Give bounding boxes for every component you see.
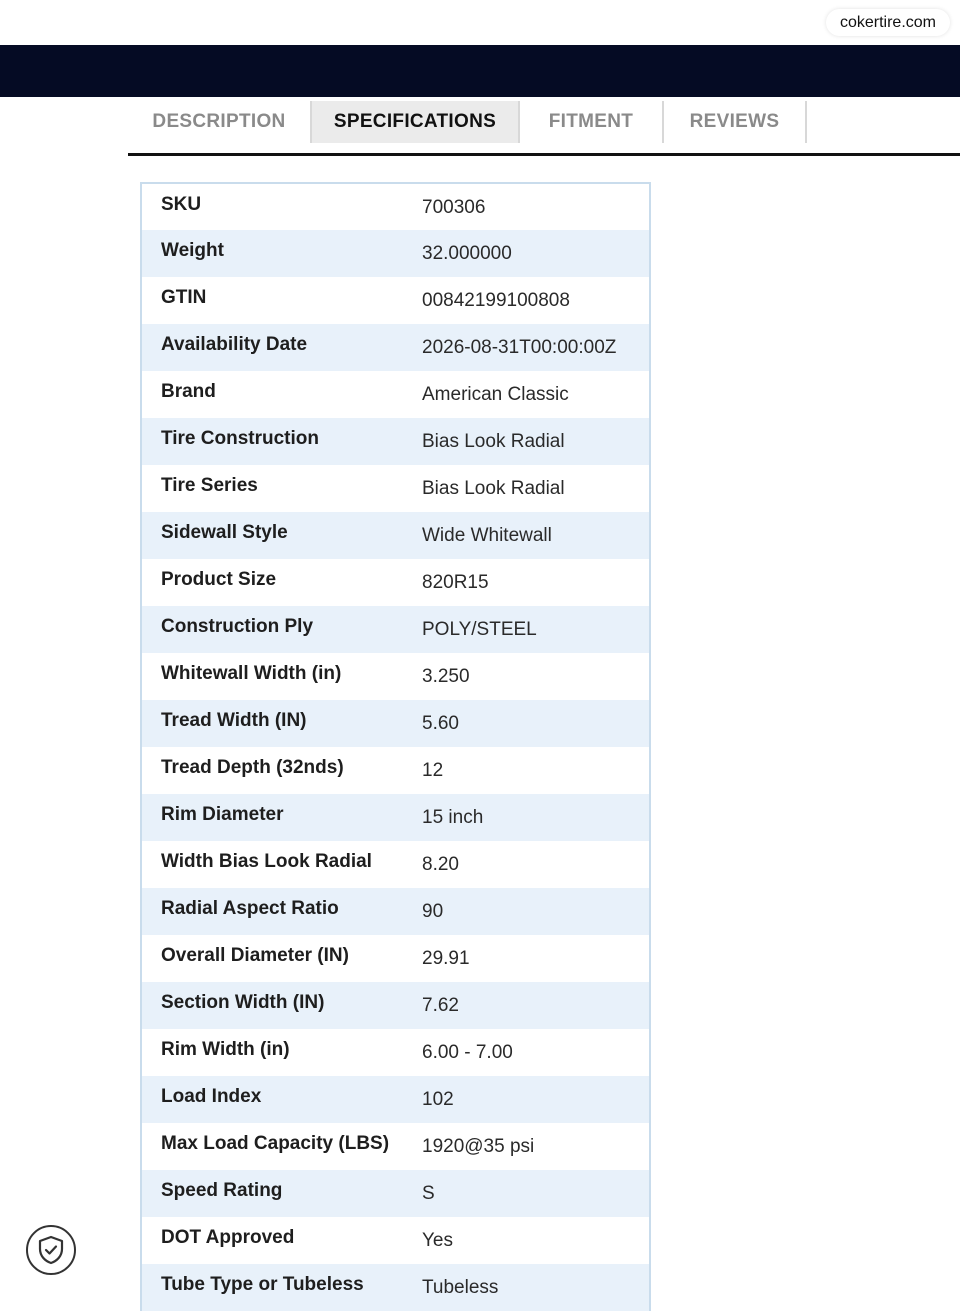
spec-label: Product Size: [161, 569, 277, 590]
spec-row: [141, 1170, 650, 1217]
url-pill[interactable]: cokertire.com: [826, 9, 950, 36]
spec-label: Tire Series: [161, 475, 258, 496]
spec-label: Construction Ply: [161, 616, 314, 637]
browser-top-bar: [0, 0, 960, 45]
spec-row: [141, 324, 650, 371]
spec-value: 3.250: [422, 666, 470, 687]
spec-label: SKU: [161, 194, 202, 215]
spec-value: 12: [422, 760, 444, 781]
spec-row: [141, 230, 650, 277]
spec-value: Bias Look Radial: [422, 431, 565, 452]
spec-value: Bias Look Radial: [422, 478, 565, 499]
spec-row: [141, 935, 650, 982]
spec-label: Whitewall Width (in): [161, 663, 342, 684]
spec-value: 2026-08-31T00:00:00Z: [422, 337, 617, 358]
spec-label: Rim Diameter: [161, 804, 284, 825]
spec-label: Tire Construction: [161, 428, 319, 449]
spec-label: Radial Aspect Ratio: [161, 898, 339, 919]
spec-row: [141, 465, 650, 512]
spec-row: [141, 1123, 650, 1170]
spec-value: 1920@35 psi: [422, 1136, 535, 1157]
spec-value: Wide Whitewall: [422, 525, 552, 546]
spec-label: Sidewall Style: [161, 522, 288, 543]
spec-value: POLY/STEEL: [422, 619, 537, 640]
spec-value: American Classic: [422, 384, 569, 405]
site-nav-band: [0, 45, 960, 97]
spec-label: Brand: [161, 381, 216, 402]
spec-row: [141, 700, 650, 747]
spec-label: Weight: [161, 240, 224, 261]
spec-label: Availability Date: [161, 334, 308, 355]
spec-label: Load Index: [161, 1086, 262, 1107]
product-tabs: [128, 99, 960, 156]
spec-value: 29.91: [422, 948, 470, 969]
spec-row: [141, 888, 650, 935]
spec-row: [141, 183, 650, 230]
spec-label: Width Bias Look Radial: [161, 851, 372, 872]
spec-row: [141, 606, 650, 653]
spec-row: [141, 277, 650, 324]
spec-value: 8.20: [422, 854, 459, 875]
spec-label: Max Load Capacity (LBS): [161, 1133, 390, 1154]
spec-row: [141, 1217, 650, 1264]
spec-value: 15 inch: [422, 807, 484, 828]
spec-label: Speed Rating: [161, 1180, 283, 1201]
spec-row: [141, 371, 650, 418]
spec-value: 90: [422, 901, 444, 922]
tab-description[interactable]: DESCRIPTION: [128, 101, 312, 143]
spec-value: 6.00 - 7.00: [422, 1042, 513, 1063]
spec-row: [141, 559, 650, 606]
spec-value: 820R15: [422, 572, 489, 593]
spec-value: 102: [422, 1089, 454, 1110]
spec-row: [141, 1076, 650, 1123]
tab-reviews[interactable]: REVIEWS: [664, 101, 807, 143]
specifications-table: [140, 182, 651, 1311]
spec-row: [141, 982, 650, 1029]
spec-value: 32.000000: [422, 243, 512, 264]
spec-value: 7.62: [422, 995, 459, 1016]
tab-specifications[interactable]: SPECIFICATIONS: [312, 101, 520, 143]
shield-check-icon: [37, 1235, 65, 1265]
spec-label: Tread Width (IN): [161, 710, 307, 731]
spec-row: [141, 1264, 650, 1311]
spec-value: Tubeless: [422, 1277, 499, 1298]
spec-label: Tread Depth (32nds): [161, 757, 344, 778]
security-badge[interactable]: [26, 1225, 76, 1275]
spec-label: Tube Type or Tubeless: [161, 1274, 364, 1295]
spec-label: Section Width (IN): [161, 992, 325, 1013]
spec-value: 00842199100808: [422, 290, 570, 311]
spec-value: 5.60: [422, 713, 459, 734]
spec-row: [141, 653, 650, 700]
spec-row: [141, 794, 650, 841]
spec-row: [141, 512, 650, 559]
spec-label: Overall Diameter (IN): [161, 945, 349, 966]
spec-value: Yes: [422, 1230, 453, 1251]
spec-label: GTIN: [161, 287, 207, 308]
tab-fitment[interactable]: FITMENT: [520, 101, 664, 143]
spec-value: 700306: [422, 197, 486, 218]
spec-row: [141, 747, 650, 794]
spec-row: [141, 841, 650, 888]
spec-label: DOT Approved: [161, 1227, 295, 1248]
spec-row: [141, 1029, 650, 1076]
spec-value: S: [422, 1183, 435, 1204]
spec-label: Rim Width (in): [161, 1039, 290, 1060]
spec-row: [141, 418, 650, 465]
